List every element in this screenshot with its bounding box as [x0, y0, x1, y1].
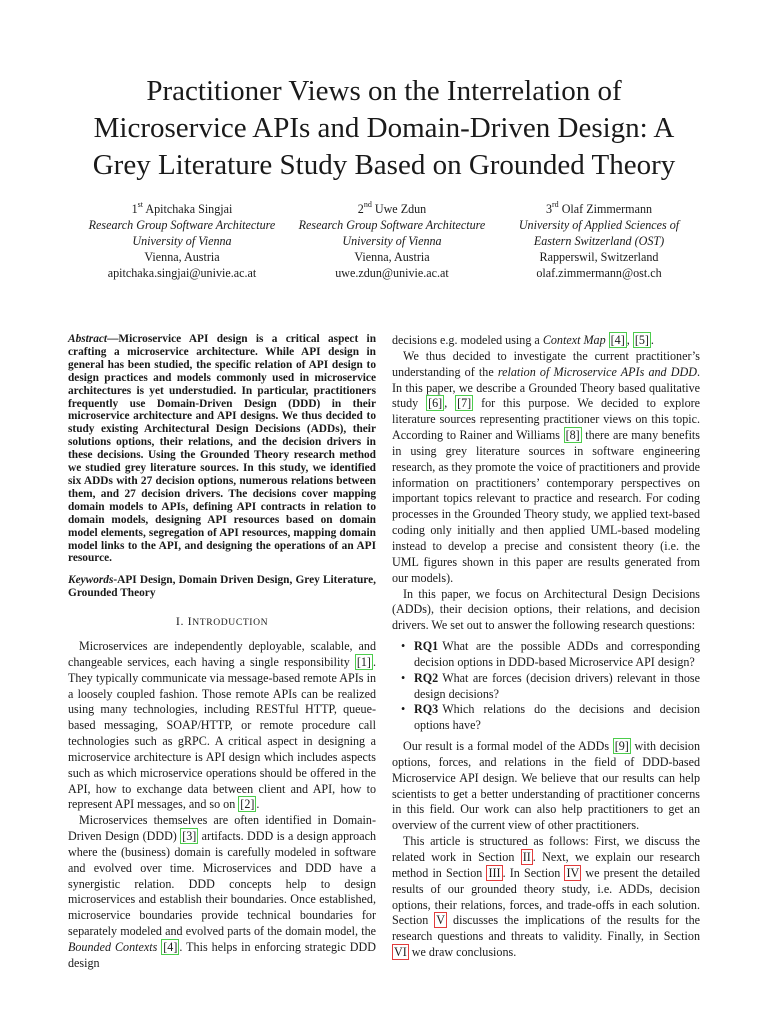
author-email[interactable]: uwe.zdun@univie.ac.at [335, 266, 449, 280]
paper-title [0, 73, 768, 184]
citation-link[interactable]: [7] [457, 396, 472, 411]
author-2 [277, 201, 507, 281]
intro-paragraph-1: Microservices are independently deployable, scalable, and changeable services, each having a single responsibility [1] . They typically communicate via message-based remote APIs in a loosely coupled fashion. Those remote APIs can be realized using many technologies, including RESTful HTTP, queue-based messaging, SOAP/HTTP, or remote procedure call technologies such as gRPC. A critical aspect in designing a microservice architecture is API design which includes aspects such as which microservice operations should be offered in the API, how to exchange data between client and API, how to represent API messages, and so on [2] . [68, 638, 376, 812]
title-line-3: Grey Literature Study Based on Grounded Theory [92, 149, 676, 181]
author-1 [67, 201, 297, 281]
author-affiliation: Research Group Software Architecture [298, 218, 486, 232]
citation-link[interactable]: [4] [163, 940, 178, 954]
author-email[interactable]: olaf.zimmermann@ost.ch [536, 266, 662, 280]
right-column [392, 333, 700, 961]
bullet-icon: • [401, 702, 406, 717]
intro-paragraph-2: Microservices themselves are often identified in Domain-Driven Design (DDD) [3] artifacts. DDD is a design approach where the (business) domain is carefully modeled in software and evolved over time. Microservices and DDD have a synergistic relation. DDD concepts help to design microservices and establish their boundaries. Once established, microservice boundaries provide technical boundaries for separately modeled and evolved parts of the domain model, the Bounded Contexts [4] . This helps in enforcing strategic DDD design [68, 813, 376, 970]
section-link[interactable]: V [436, 913, 446, 928]
keywords-label: Keywords [68, 574, 114, 587]
section-link[interactable]: III [488, 865, 501, 880]
author-affiliation: Research Group Software Architecture [88, 218, 276, 232]
author-location: Vienna, Austria [144, 250, 220, 264]
list-item: • RQ3 Which relations do the decisions and decision options have? [401, 702, 700, 733]
citation-link[interactable]: [3] [182, 829, 197, 844]
author-block [67, 201, 717, 281]
author-name: 3rd Olaf Zimmermann [545, 200, 653, 216]
title-line-1: Practitioner Views on the Interrelation of [146, 75, 622, 107]
author-location: Rapperswil, Switzerland [539, 250, 659, 264]
section-link[interactable]: II [522, 850, 531, 864]
abstract-label: Abstract [68, 333, 108, 345]
keywords [68, 574, 376, 600]
list-item: • RQ2 What are forces (decision drivers) relevant in those design decisions? [401, 670, 700, 701]
intro-paragraph-3: decisions e.g. modeled using a Context Map [4] , [5] . [392, 333, 654, 347]
author-university: University of Vienna [342, 234, 442, 248]
author-university: University of Vienna [132, 234, 232, 248]
research-questions-list [392, 639, 700, 734]
author-name: 2nd Uwe Zdun [357, 200, 427, 216]
intro-paragraph-4: We thus decided to investigate the current practitioner’s understanding of the relation of Microservice APIs and DDD. In this paper, we describe a Grounded Theory based qualitative study [6] , [7] for this purpose. We decided to explore literature sources representing practitioner views on this topic. According to Rainer and Williams [8] there are many benefits in using grey literature sources in software engineering research, as they promote the voice of practitioners and provide information on practitioners’ contemporary perspectives on important topics relevant to practice and research. For coding processes in the Grounded Theory study, we applied text-based coding only initially and then applied UML-based modeling instead to develop a precise and consistent theory (i.e. the UML figures shown in this paper are results generated from our models). [392, 348, 701, 585]
bullet-icon: • [401, 670, 406, 685]
abstract [68, 333, 376, 565]
intro-paragraph-5: In this paper, we focus on Architectural Design Decisions (ADDs), their decision options, their relations, and decision drivers. We set out to answer the following research questions: [392, 586, 700, 633]
author-name: 1st Apitchaka Singjai [131, 200, 233, 216]
citation-link[interactable]: [1] [356, 654, 371, 669]
left-column [68, 333, 376, 972]
author-email[interactable]: apitchaka.singjai@univie.ac.at [107, 266, 257, 280]
citation-link[interactable]: [8] [565, 428, 580, 443]
citation-link[interactable]: [5] [634, 333, 649, 347]
author-university: Eastern Switzerland (OST) [533, 234, 665, 248]
citation-link[interactable]: [9] [614, 739, 629, 754]
bullet-icon: • [401, 639, 406, 654]
abstract-text: —Microservice API design is a critical aspect in crafting a microservice architecture. While API design in general has been studied, the specific relation of API design to design practices and models commonly used in microservice architectures is yet understudied. In particular, practitioners frequently use Domain-Driven Design (DDD) in their microservice architecture and API designs. We thus decided to study existing Architectural Design Decisions (ADDs), their solutions options, their relations, and the decision drivers in these decisions. Using the Grounded Theory research method we studied grey literature sources. In this study, we identified six ADDs with 27 decision options, numerous relations between them, and 27 decision drivers. The decisions cover mapping domain models to APIs, defining API contracts in relation to domain models, designing API resources based on domain model elements, segregation of API resources, mapping domain model links to the API, and designing the operations of an API resource. [68, 333, 376, 565]
intro-paragraph-6: Our result is a formal model of the ADDs [9] with decision options, forces, and relations in the field of DDD-based Microservice API design. We believe that our results can help scientists to get a better understanding of practitioner concerns in this field. Our work can also help practitioners to get an overview of the current view of other practitioners. [392, 739, 700, 833]
section-link[interactable]: VI [394, 945, 407, 960]
author-3 [484, 201, 714, 281]
keywords-text: -API Design, Domain Driven Design, Grey Literature, Grounded Theory [68, 574, 376, 600]
citation-link[interactable]: [4] [610, 333, 625, 347]
list-item: • RQ1 What are the possible ADDs and corresponding decision options in DDD-based Microservice API design? [401, 639, 700, 669]
title-line-2: Microservice APIs and Domain-Driven Design: A [93, 112, 675, 144]
section-link[interactable]: IV [566, 865, 580, 880]
citation-link[interactable]: [2] [240, 797, 255, 812]
intro-paragraph-7: This article is structured as follows: First, we discuss the related work in Section II . Next, we explain our research method in Section III . In Section IV we present the detailed results of our grounded theory study, i.e. ADDs, decision options, their relations, forces, and trade-offs in each solution. Section V discusses the implications of the results for the research questions and threats to validity. Finally, in Section VI we draw conclusions. [392, 834, 700, 960]
section-heading-introduction: I. INTRODUCTION [175, 614, 269, 629]
citation-link[interactable]: [6] [428, 396, 443, 411]
author-affiliation: University of Applied Sciences of [518, 218, 680, 232]
author-location: Vienna, Austria [354, 250, 430, 264]
